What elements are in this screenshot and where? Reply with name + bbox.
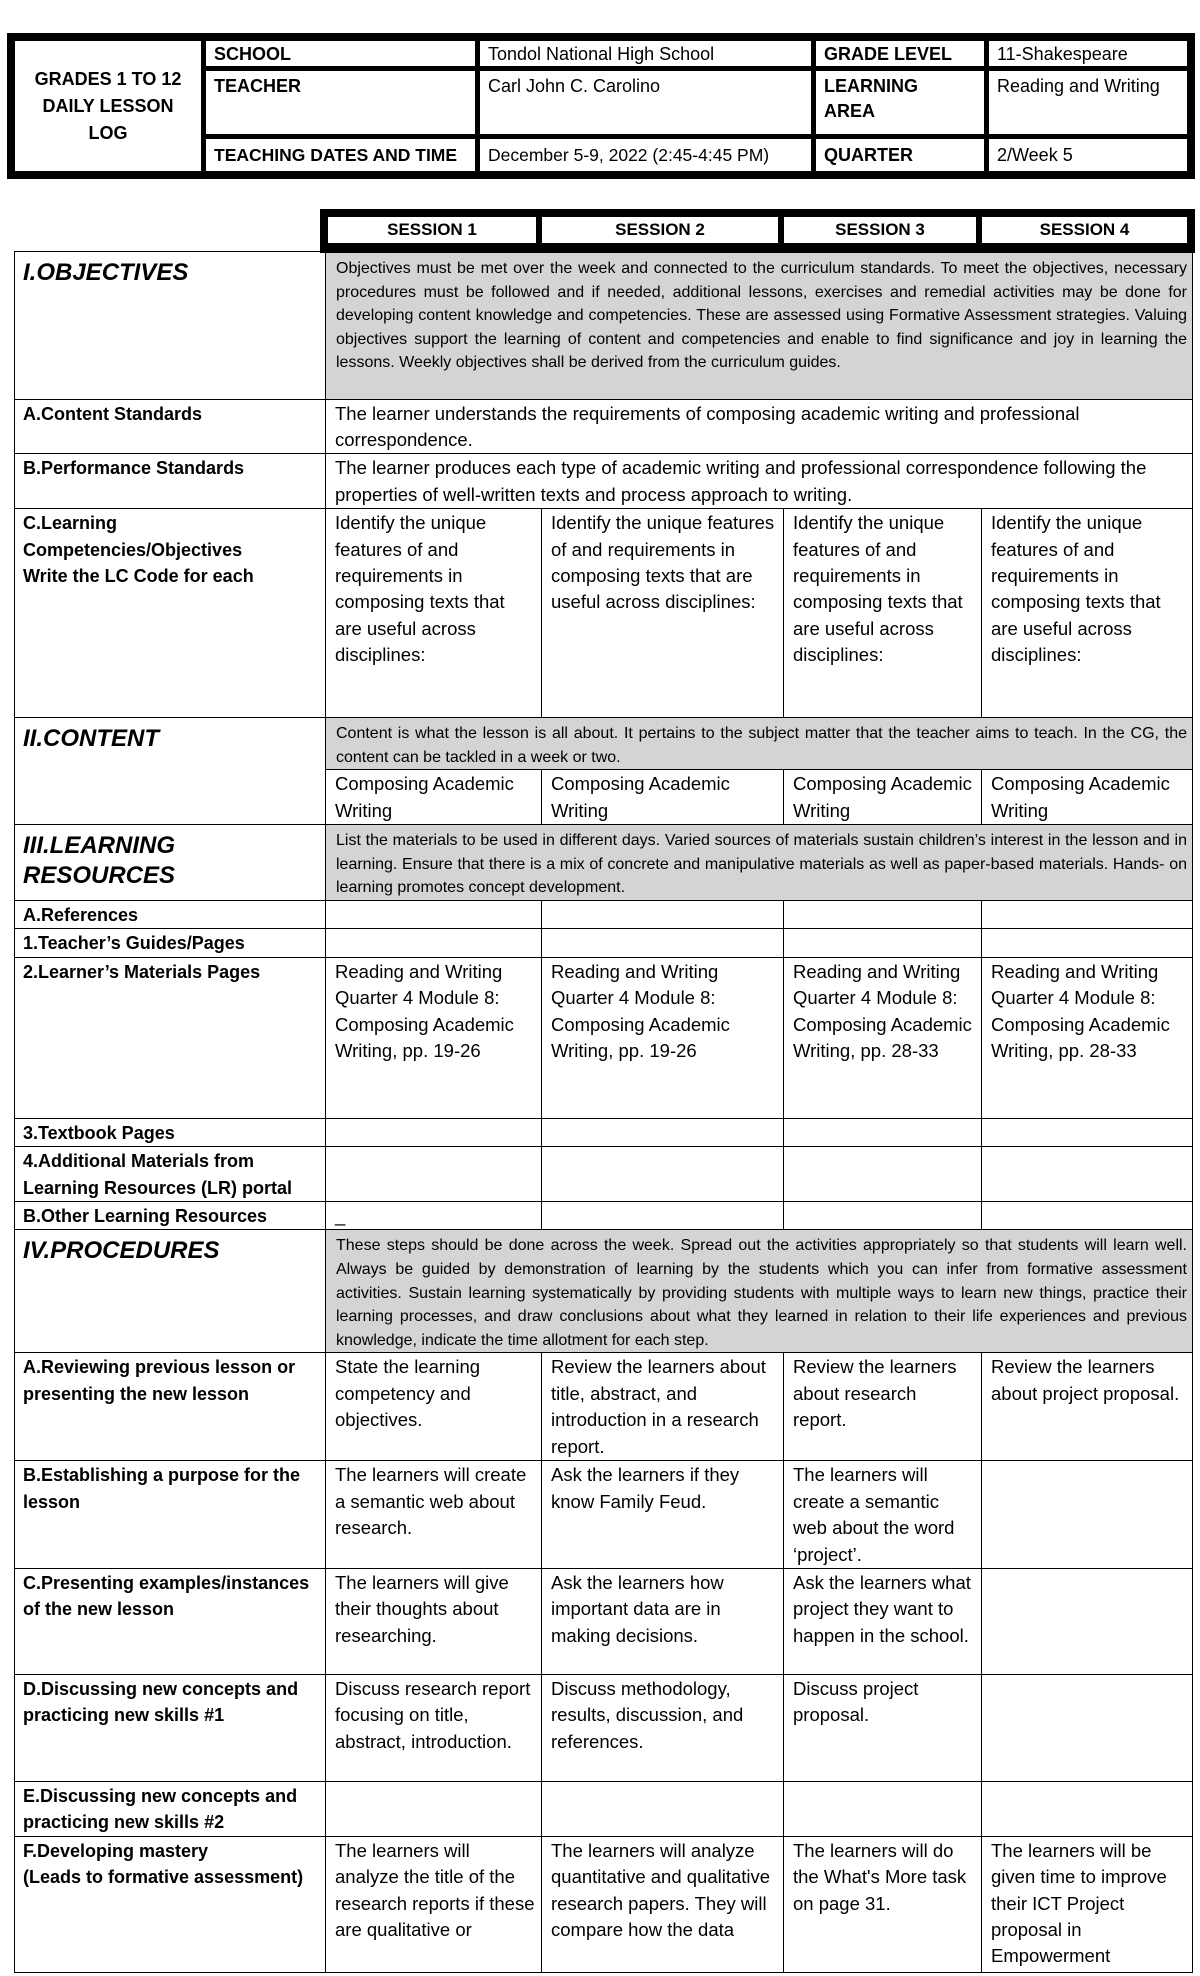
- learning-area-label: LEARNING AREA: [816, 71, 984, 134]
- teacher-value: Carl John C. Carolino: [480, 71, 811, 134]
- procedure-d-session-1: Discuss research report focusing on title, abstract, introduction.: [326, 1674, 542, 1781]
- learner-materials-session-4: Reading and Writing Quarter 4 Module 8: Composing Academic Writing, pp. 28-33: [982, 957, 1193, 1118]
- procedure-row-d: [15, 1674, 1193, 1781]
- procedure-c-session-4: [982, 1568, 1193, 1674]
- procedure-a-session-4: Review the learners about project proposal.: [982, 1353, 1193, 1461]
- references-label: A.References: [15, 900, 326, 928]
- procedure-b-label: B.Establishing a purpose for the lesson: [15, 1461, 326, 1569]
- competency-session-3: Identify the unique features of and requirements in composing texts that are useful across disciplines:: [784, 509, 982, 718]
- other-resources-value: _: [326, 1201, 542, 1229]
- procedure-d-session-3: Discuss project proposal.: [784, 1674, 982, 1781]
- content-note: Content is what the lesson is all about. It pertains to the subject matter that the teacher aims to teach. In the CG, the content can be tackled in a week or two.: [326, 718, 1193, 770]
- procedure-f-session-1: The learners will analyze the title of the research reports if these are qualitative or: [326, 1836, 542, 1972]
- content-standards-value: The learner understands the requirements of composing academic writing and professional correspondence.: [326, 399, 1193, 454]
- content-title: II.CONTENT: [15, 718, 326, 825]
- procedure-f-session-2: The learners will analyze quantitative and qualitative research papers. They will compare how the data: [542, 1836, 784, 1972]
- resources-row: [15, 825, 1193, 901]
- grade-level-label: GRADE LEVEL: [816, 41, 984, 66]
- procedure-f-session-3: The learners will do the What's More task on page 31.: [784, 1836, 982, 1972]
- procedure-e-session-2: [542, 1781, 784, 1836]
- teacher-guides-label: 1.Teacher’s Guides/Pages: [15, 929, 326, 957]
- content-note-row: [15, 718, 1193, 770]
- procedure-row-c: [15, 1568, 1193, 1674]
- performance-standards-label: B.Performance Standards: [15, 454, 326, 509]
- procedure-row-b: [15, 1461, 1193, 1569]
- content-session-1: Composing Academic Writing: [326, 770, 542, 825]
- procedure-e-session-4: [982, 1781, 1193, 1836]
- content-session-2: Composing Academic Writing: [542, 770, 784, 825]
- objectives-row: [15, 251, 1193, 399]
- content-session-3: Composing Academic Writing: [784, 770, 982, 825]
- procedures-title: IV.PROCEDURES: [15, 1230, 326, 1353]
- procedure-a-session-2: Review the learners about title, abstract, and introduction in a research report.: [542, 1353, 784, 1461]
- lesson-log-table: [14, 249, 1193, 1973]
- procedure-a-session-1: State the learning competency and objectives.: [326, 1353, 542, 1461]
- procedures-note: These steps should be done across the week. Spread out the activities appropriately so that students will learn well. Always be guided by demonstration of learning by the students which you can infer from formative assessment activities. Sustain learning systematically by providing students with multiple ways to learn new things, practice their learning processes, and draw conclusions about what they learned in relation to their life experiences and previous knowledge, indicate the time allotment for each step.: [326, 1230, 1193, 1353]
- session-2-header: SESSION 2: [542, 217, 778, 243]
- competency-session-2: Identify the unique features of and requirements in composing texts that are useful across disciplines:: [542, 509, 784, 718]
- learner-materials-row: [15, 957, 1193, 1118]
- procedure-b-session-1: The learners will create a semantic web about research.: [326, 1461, 542, 1569]
- procedure-b-session-4: [982, 1461, 1193, 1569]
- procedure-d-label: D.Discussing new concepts and practicing new skills #1: [15, 1674, 326, 1781]
- quarter-label: QUARTER: [816, 139, 984, 171]
- learning-area-value: Reading and Writing: [989, 71, 1187, 134]
- procedure-e-session-3: [784, 1781, 982, 1836]
- procedure-row-a: [15, 1353, 1193, 1461]
- procedure-e-session-1: [326, 1781, 542, 1836]
- session-1-header: SESSION 1: [328, 217, 536, 243]
- procedure-d-session-4: [982, 1674, 1193, 1781]
- competency-session-4: Identify the unique features of and requirements in composing texts that are useful across disciplines:: [982, 509, 1193, 718]
- teacher-guides-row: [15, 929, 1193, 957]
- session-3-header: SESSION 3: [784, 217, 976, 243]
- procedure-b-session-2: Ask the learners if they know Family Feud.: [542, 1461, 784, 1569]
- learner-materials-session-1: Reading and Writing Quarter 4 Module 8: Composing Academic Writing, pp. 19-26: [326, 957, 542, 1118]
- additional-materials-label: 4.Additional Materials from Learning Resources (LR) portal: [15, 1147, 326, 1202]
- learner-materials-label: 2.Learner’s Materials Pages: [15, 957, 326, 1118]
- teaching-dates-label: TEACHING DATES AND TIME: [206, 139, 475, 171]
- content-session-4: Composing Academic Writing: [982, 770, 1193, 825]
- procedure-c-session-2: Ask the learners how important data are in making decisions.: [542, 1568, 784, 1674]
- references-row: [15, 900, 1193, 928]
- competencies-row: [15, 509, 1193, 718]
- teacher-label: TEACHER: [206, 71, 475, 134]
- procedures-row: [15, 1230, 1193, 1353]
- quarter-value: 2/Week 5: [989, 139, 1187, 171]
- procedure-d-session-2: Discuss methodology, results, discussion, and references.: [542, 1674, 784, 1781]
- objectives-title: I.OBJECTIVES: [15, 251, 326, 399]
- teaching-dates-value: December 5-9, 2022 (2:45-4:45 PM): [480, 139, 811, 171]
- session-header-bar: [320, 209, 1195, 253]
- performance-standards-value: The learner produces each type of academic writing and professional correspondence following the properties of well-written texts and process approach to writing.: [326, 454, 1193, 509]
- content-standards-row: [15, 399, 1193, 454]
- procedure-c-session-3: Ask the learners what project they want to happen in the school.: [784, 1568, 982, 1674]
- textbook-row: [15, 1118, 1193, 1146]
- procedure-row-f: [15, 1836, 1193, 1972]
- log-title: GRADES 1 TO 12 DAILY LESSON LOG: [15, 41, 201, 171]
- procedure-a-session-3: Review the learners about research report.: [784, 1353, 982, 1461]
- textbook-label: 3.Textbook Pages: [15, 1118, 326, 1146]
- procedure-b-session-3: The learners will create a semantic web about the word ‘project’.: [784, 1461, 982, 1569]
- competency-session-1: Identify the unique features of and requirements in composing texts that are useful across disciplines:: [326, 509, 542, 718]
- procedure-f-session-4: The learners will be given time to improve their ICT Project proposal in Empowerment: [982, 1836, 1193, 1972]
- lesson-log-header: [7, 33, 1195, 179]
- procedure-row-e: [15, 1781, 1193, 1836]
- content-standards-label: A.Content Standards: [15, 399, 326, 454]
- learner-materials-session-2: Reading and Writing Quarter 4 Module 8: Composing Academic Writing, pp. 19-26: [542, 957, 784, 1118]
- procedure-a-label: A.Reviewing previous lesson or presenting the new lesson: [15, 1353, 326, 1461]
- procedure-c-label: C.Presenting examples/instances of the new lesson: [15, 1568, 326, 1674]
- resources-title: III.LEARNING RESOURCES: [15, 825, 326, 901]
- other-resources-row: [15, 1201, 1193, 1229]
- additional-materials-row: [15, 1147, 1193, 1202]
- other-resources-label: B.Other Learning Resources: [15, 1201, 326, 1229]
- procedure-e-label: E.Discussing new concepts and practicing new skills #2: [15, 1781, 326, 1836]
- grade-level-value: 11-Shakespeare: [989, 41, 1187, 66]
- procedure-f-label: F.Developing mastery (Leads to formative assessment): [15, 1836, 326, 1972]
- learner-materials-session-3: Reading and Writing Quarter 4 Module 8: Composing Academic Writing, pp. 28-33: [784, 957, 982, 1118]
- session-4-header: SESSION 4: [982, 217, 1187, 243]
- school-value: Tondol National High School: [480, 41, 811, 66]
- resources-note: List the materials to be used in different days. Varied sources of materials sustain children’s interest in the lesson and in learning. Ensure that there is a mix of concrete and manipulative materials as well as paper-based materials. Hands- on learning promotes concept development.: [326, 825, 1193, 901]
- performance-standards-row: [15, 454, 1193, 509]
- procedure-c-session-1: The learners will give their thoughts about researching.: [326, 1568, 542, 1674]
- objectives-note: Objectives must be met over the week and connected to the curriculum standards. To meet the objectives, necessary procedures must be followed and if needed, additional lessons, exercises and remedial activities may be done for developing content knowledge and competencies. These are assessed using Formative Assessment strategies. Valuing objectives support the learning of content and competencies and enable to find significance and joy in learning the lessons. Weekly objectives shall be derived from the curriculum guides.: [326, 251, 1193, 399]
- school-label: SCHOOL: [206, 41, 475, 66]
- competencies-label: C.Learning Competencies/Objectives Write the LC Code for each: [15, 509, 326, 718]
